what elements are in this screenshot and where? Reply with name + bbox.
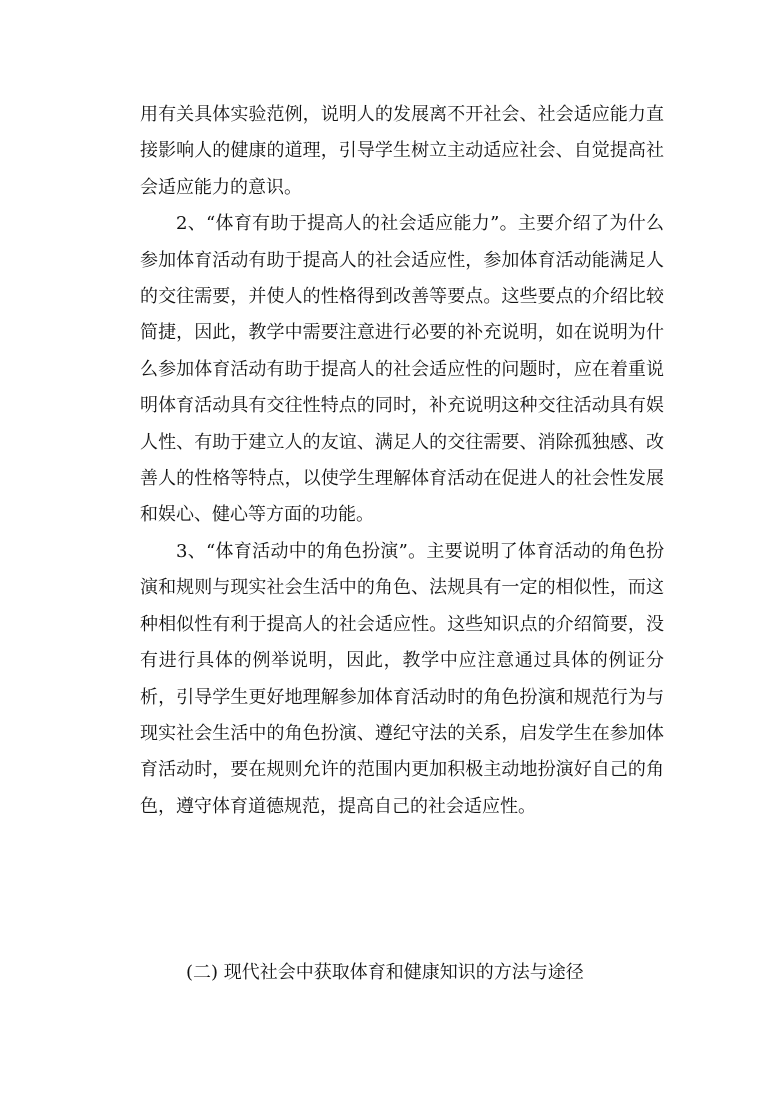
- paragraph-continued: 用有关具体实验范例，说明人的发展离不开社会、社会适应能力直接影响人的健康的道理，引导学生树立主动适应社会、自觉提高社会适应能力的意识。: [140, 104, 664, 198]
- body-text: [140, 97, 664, 825]
- paragraph-point-3: 3、“体育活动中的角色扮演”。主要说明了体育活动的角色扮演和规则与现实社会生活中的角色、法规具有一定的相似性，而这种相似性有利于提高人的社会适应性。这些知识点的介绍简要，没有进行具体的例举说明，因此，教学中应注意通过具体的例证分析，引导学生更好地理解参加体育活动时的角色扮演和规范行为与现实社会生活中的角色扮演、遵纪守法的关系，启发学生在参加体育活动时，要在规则允许的范围内更加积极主动地扮演好自己的角色，遵守体育道德规范，提高自己的社会适应性。: [140, 540, 664, 817]
- paragraph-point-2: 2、“体育有助于提高人的社会适应能力”。主要介绍了为什么参加体育活动有助于提高人的社会适应性，参加体育活动能满足人的交往需要，并使人的性格得到改善等要点。这些要点的介绍比较简捷，因此，教学中需要注意进行必要的补充说明，如在说明为什么参加体育活动有助于提高人的社会适应性的问题时，应在着重说明体育活动具有交往性特点的同时，补充说明这种交往活动具有娱人性、有助于建立人的友谊、满足人的交往需要、消除孤独感、改善人的性格等特点，以使学生理解体育活动在促进人的社会性发展和娱心、健心等方面的功能。: [140, 213, 664, 526]
- section-heading: (二) 现代社会中获取体育和健康知识的方法与途径: [186, 962, 584, 983]
